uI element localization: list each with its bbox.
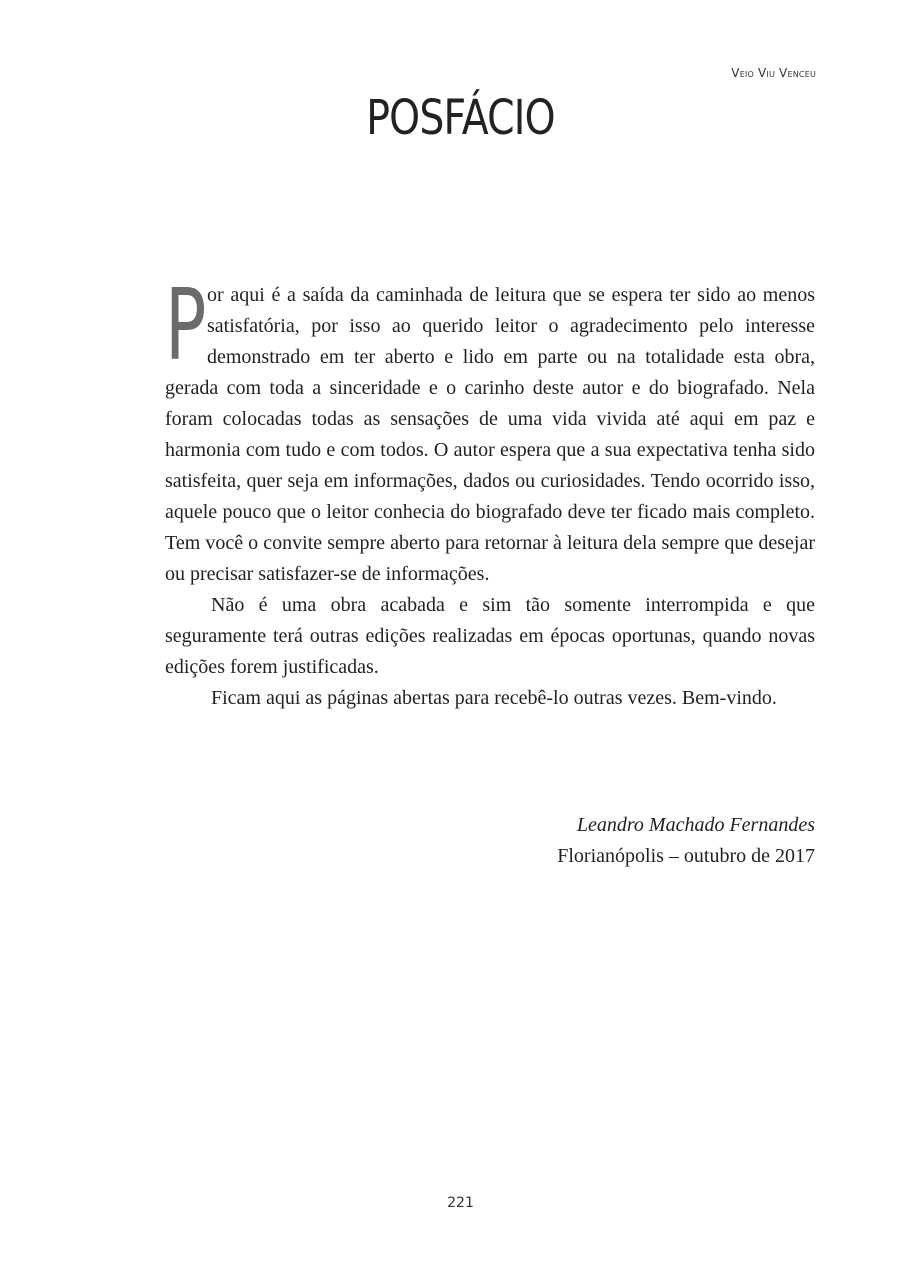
paragraph-2: Não é uma obra acabada e sim tão somente interrompida e que seguramente terá outras edições realizadas em épocas oportunas, quando novas edições forem justificadas. (165, 594, 815, 678)
paragraph-3: Ficam aqui as páginas abertas para recebê-lo outras vezes. Bem-vindo. (211, 687, 777, 709)
drop-cap: P (165, 269, 207, 383)
paragraph-1 (165, 269, 815, 590)
chapter-title: POSFÁCIO (366, 90, 555, 146)
signature-block (557, 810, 815, 872)
body-text (165, 269, 815, 714)
author-name: Leandro Machado Fernandes (576, 814, 815, 836)
paragraph-1-text: or aqui é a saída da caminhada de leitura que se espera ter sido ao menos satisfatória, por isso ao querido leitor o agradecimento pelo interesse demonstrado em ter aberto e lido em parte ou na totalidade esta obra, gerada com toda a sinceridade e o carinho deste autor e do biografado. Nela foram colocadas todas as sensações de uma vida vivida até aqui em paz e harmonia com tudo e com todos. O autor espera que a sua expectativa tenha sido satisfeita, quer seja em informações, dados ou curiosidades. Tendo ocorrido isso, aquele pouco que o leitor conhecia do biografado deve ter ficado mais completo. Tem você o convite sempre aberto para retornar à leitura dela sempre que desejar ou precisar satisfazer-se de informações. (165, 284, 815, 585)
running-header: Veio Viu Venceu (731, 66, 816, 80)
page-number: 221 (447, 1195, 474, 1211)
place-date: Florianópolis – outubro de 2017 (557, 845, 815, 867)
